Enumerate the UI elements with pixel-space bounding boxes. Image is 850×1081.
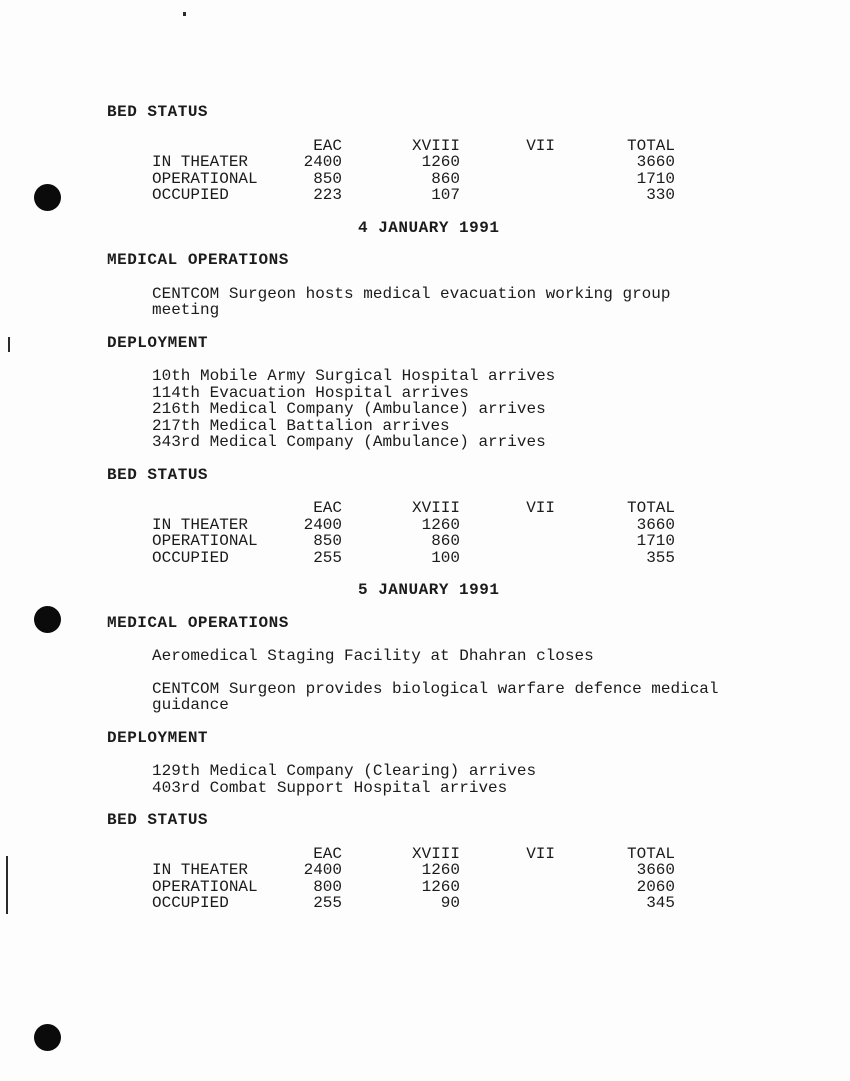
deployment-item: 216th Medical Company (Ambulance) arrives bbox=[152, 400, 546, 418]
deployment-list bbox=[152, 763, 787, 796]
cell-total: 345 bbox=[646, 894, 675, 912]
cell-xviii: 100 bbox=[431, 548, 460, 567]
cell-label: IN THEATER bbox=[152, 153, 249, 171]
paragraph-line: Aeromedical Staging Facility at Dhahran closes bbox=[152, 647, 594, 665]
col-header-eac: EAC bbox=[313, 499, 342, 517]
bed-status-heading: BED STATUS bbox=[107, 103, 209, 121]
cell-label: OCCUPIED bbox=[152, 548, 229, 567]
bed-status-table bbox=[152, 138, 675, 204]
cell-label: OPERATIONAL bbox=[152, 532, 258, 550]
deployment-item: 217th Medical Battalion arrives bbox=[152, 416, 450, 435]
bed-status-heading: BED STATUS bbox=[107, 811, 209, 829]
col-header-vii: VII bbox=[526, 499, 555, 517]
col-header-total: TOTAL bbox=[626, 136, 675, 155]
cell-label: OCCUPIED bbox=[152, 894, 229, 912]
hole-punch-mark bbox=[34, 606, 61, 633]
bed-status-table bbox=[152, 500, 675, 566]
col-header-eac: EAC bbox=[313, 136, 342, 155]
cell-xviii: 1260 bbox=[421, 515, 460, 534]
document-content bbox=[107, 104, 787, 928]
col-header-total: TOTAL bbox=[626, 844, 675, 863]
col-header-vii: VII bbox=[526, 844, 555, 863]
cell-vii bbox=[460, 171, 555, 188]
cell-vii bbox=[460, 533, 555, 550]
cell-vii bbox=[460, 187, 555, 204]
bed-row-in-theater bbox=[152, 862, 675, 879]
cell-total: 3660 bbox=[636, 515, 675, 534]
cell-xviii: 1260 bbox=[421, 861, 460, 879]
cell-vii bbox=[460, 517, 555, 534]
scan-artifact-speck bbox=[183, 12, 186, 16]
table-header-row bbox=[152, 846, 675, 863]
cell-eac: 2400 bbox=[303, 153, 342, 171]
col-header-xviii: XVIII bbox=[411, 844, 460, 863]
deployment-item: 10th Mobile Army Surgical Hospital arrives bbox=[152, 367, 556, 385]
deployment-heading: DEPLOYMENT bbox=[107, 728, 209, 747]
hole-punch-mark bbox=[34, 184, 61, 211]
deployment-item: 129th Medical Company (Clearing) arrives bbox=[152, 762, 537, 780]
medical-operations-paragraph bbox=[152, 681, 787, 714]
cell-blank bbox=[152, 846, 302, 863]
cell-total: 3660 bbox=[636, 153, 675, 171]
bed-row-operational bbox=[152, 533, 675, 550]
cell-eac: 223 bbox=[313, 186, 342, 204]
deployment-item: 343rd Medical Company (Ambulance) arrives bbox=[152, 433, 546, 451]
scan-artifact-line bbox=[6, 856, 8, 914]
medical-operations-heading: MEDICAL OPERATIONS bbox=[107, 251, 289, 269]
col-header-xviii: XVIII bbox=[411, 499, 460, 517]
medical-operations-paragraph bbox=[152, 648, 787, 665]
col-header-eac: EAC bbox=[313, 844, 342, 863]
cell-eac: 2400 bbox=[303, 861, 342, 879]
bed-row-occupied bbox=[152, 895, 675, 912]
cell-label: OCCUPIED bbox=[152, 186, 229, 204]
cell-total: 330 bbox=[646, 186, 675, 204]
cell-label: IN THEATER bbox=[152, 515, 249, 534]
cell-xviii: 107 bbox=[431, 186, 460, 204]
cell-eac: 800 bbox=[313, 877, 342, 896]
col-header-vii: VII bbox=[526, 136, 555, 155]
bed-row-occupied bbox=[152, 187, 675, 204]
cell-eac: 255 bbox=[313, 894, 342, 912]
bed-row-in-theater bbox=[152, 154, 675, 171]
cell-xviii: 860 bbox=[431, 169, 460, 188]
bed-row-in-theater bbox=[152, 517, 675, 534]
cell-xviii: 1260 bbox=[421, 877, 460, 896]
medical-operations-paragraph bbox=[152, 286, 787, 319]
cell-vii bbox=[460, 154, 555, 171]
cell-blank bbox=[152, 500, 302, 517]
cell-xviii: 1260 bbox=[421, 153, 460, 171]
cell-total: 3660 bbox=[636, 861, 675, 879]
bed-row-operational bbox=[152, 171, 675, 188]
paragraph-line: guidance bbox=[152, 696, 229, 714]
bed-row-occupied bbox=[152, 550, 675, 567]
deployment-item: 114th Evacuation Hospital arrives bbox=[152, 383, 469, 402]
table-header-row bbox=[152, 138, 675, 155]
col-header-total: TOTAL bbox=[626, 499, 675, 517]
col-header-xviii: XVIII bbox=[411, 136, 460, 155]
cell-vii bbox=[460, 895, 555, 912]
cell-total: 355 bbox=[646, 548, 675, 567]
scan-artifact-line bbox=[8, 337, 10, 352]
paragraph-line: meeting bbox=[152, 301, 220, 319]
cell-total: 2060 bbox=[636, 877, 675, 896]
cell-label: OPERATIONAL bbox=[152, 169, 258, 188]
deployment-list bbox=[152, 368, 787, 451]
medical-operations-heading: MEDICAL OPERATIONS bbox=[107, 613, 289, 632]
bed-status-heading: BED STATUS bbox=[107, 465, 209, 484]
cell-eac: 850 bbox=[313, 169, 342, 188]
deployment-heading: DEPLOYMENT bbox=[107, 333, 209, 352]
cell-label: IN THEATER bbox=[152, 861, 249, 879]
deployment-item: 403rd Combat Support Hospital arrives bbox=[152, 778, 508, 797]
cell-total: 1710 bbox=[636, 532, 675, 550]
paragraph-line: CENTCOM Surgeon hosts medical evacuation working group bbox=[152, 284, 671, 303]
cell-label: OPERATIONAL bbox=[152, 877, 258, 896]
cell-eac: 255 bbox=[313, 548, 342, 567]
cell-eac: 850 bbox=[313, 532, 342, 550]
cell-xviii: 860 bbox=[431, 532, 460, 550]
cell-vii bbox=[460, 550, 555, 567]
hole-punch-mark bbox=[34, 1024, 61, 1051]
table-header-row bbox=[152, 500, 675, 517]
cell-blank bbox=[152, 138, 302, 155]
cell-xviii: 90 bbox=[440, 894, 460, 912]
cell-vii bbox=[460, 862, 555, 879]
cell-eac: 2400 bbox=[303, 515, 342, 534]
bed-status-table bbox=[152, 846, 675, 912]
paragraph-line: CENTCOM Surgeon provides biological warfare defence medical bbox=[152, 679, 719, 698]
bed-row-operational bbox=[152, 879, 675, 896]
cell-total: 1710 bbox=[636, 169, 675, 188]
cell-vii bbox=[460, 879, 555, 896]
date-heading: 4 JANUARY 1991 bbox=[358, 218, 500, 237]
date-heading: 5 JANUARY 1991 bbox=[358, 581, 500, 599]
